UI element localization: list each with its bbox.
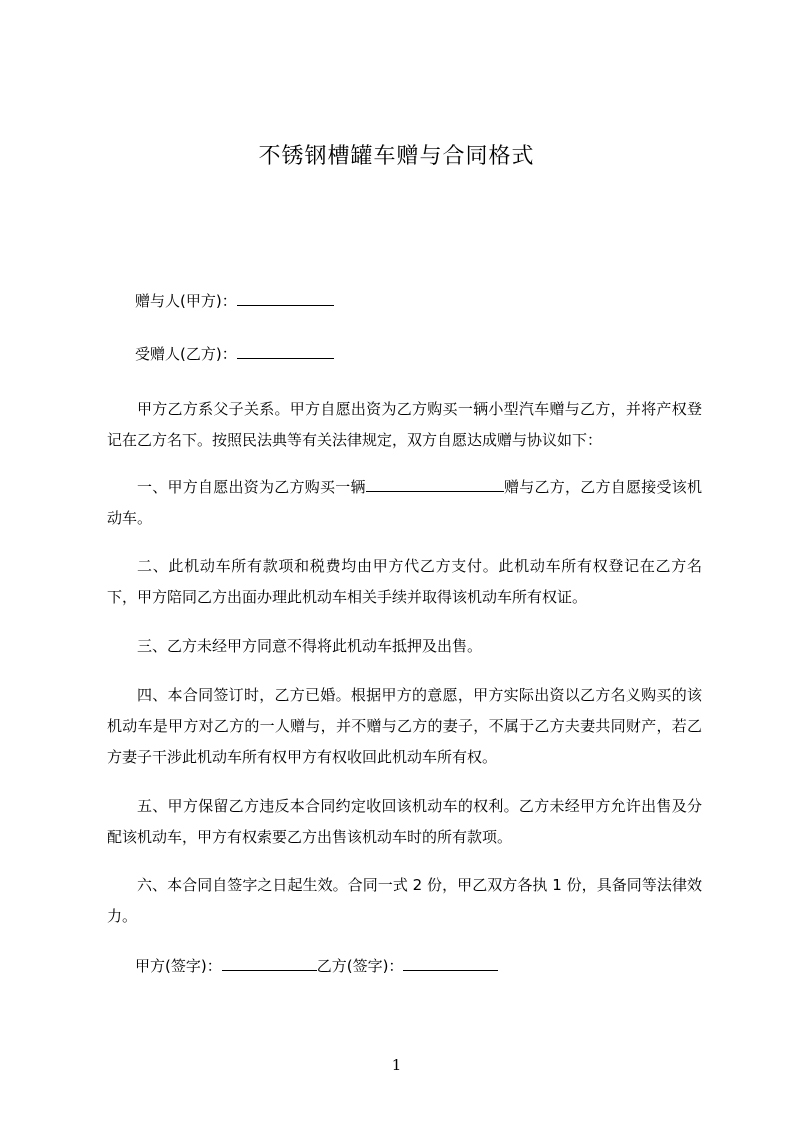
page-number: 1 xyxy=(391,1056,402,1074)
donor-blank xyxy=(237,288,334,306)
donee-label: 受赠人(乙方)： xyxy=(135,345,237,363)
clause-1 xyxy=(107,472,702,534)
clause-6: 六、本合同自签字之日起生效。合同一式 2 份，甲乙双方各执 1 份，具备同等法律效力。 xyxy=(107,876,702,925)
document-title: 不锈钢槽罐车赠与合同格式 xyxy=(258,144,535,169)
party-b-signature-label: 乙方(签字)： xyxy=(316,957,404,975)
donor-label: 赠与人(甲方)： xyxy=(135,292,237,310)
clause-1-before-blank: 一、甲方自愿出资为乙方购买一辆 xyxy=(137,478,366,496)
clause-4: 四、本合同签订时，乙方已婚。根据甲方的意愿，甲方实际出资以乙方名义购买的该机动车是甲方对乙方的一人赠与，并不赠与乙方的妻子，不属于乙方夫妻共同财产，若乙方妻子干涉此机动车所有权甲方有权收回此机动车所有权。 xyxy=(107,686,702,766)
donee-blank xyxy=(237,341,334,359)
clause-3: 三、乙方未经甲方同意不得将此机动车抵押及出售。 xyxy=(137,637,483,655)
intro-paragraph: 甲方乙方系父子关系。甲方自愿出资为乙方购买一辆小型汽车赠与乙方，并将产权登记在乙方名下。按照民法典等有关法律规定，双方自愿达成赠与协议如下： xyxy=(107,400,702,449)
party-b-signature-blank xyxy=(403,953,498,971)
clause-1-after-blank: 赠与乙方，乙方自愿接受该机动车。 xyxy=(107,478,702,527)
signature-line xyxy=(135,951,730,982)
donor-line xyxy=(135,286,730,317)
party-a-signature-blank xyxy=(222,953,317,971)
vehicle-blank xyxy=(366,474,504,492)
clause-2: 二、此机动车所有款项和税费均由甲方代乙方支付。此机动车所有权登记在乙方名下，甲方陪同乙方出面办理此机动车相关手续并取得该机动车所有权证。 xyxy=(107,557,702,606)
donee-line xyxy=(135,339,730,370)
party-a-signature-label: 甲方(签字)： xyxy=(135,957,222,975)
clause-5: 五、甲方保留乙方违反本合同约定收回该机动车的权利。乙方未经甲方允许出售及分配该机动车，甲方有权索要乙方出售该机动车时的所有款项。 xyxy=(107,797,702,846)
